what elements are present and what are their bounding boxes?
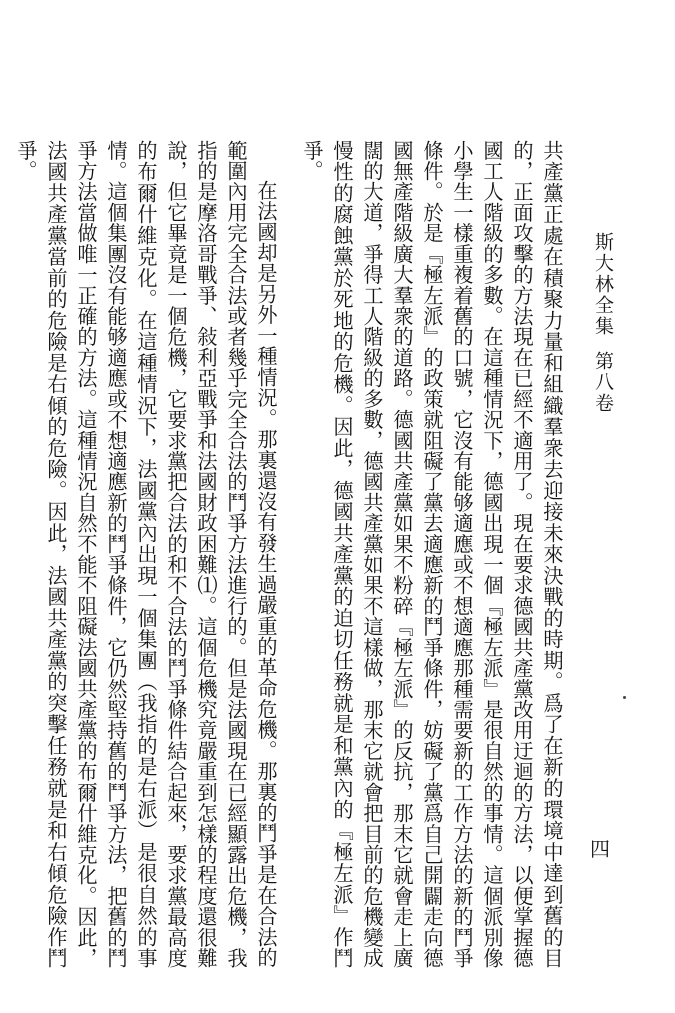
body-text [14,140,567,968]
volume-label: 第八卷 [592,351,614,414]
paragraph-2: 在法國却是另外一種情況。那裏還沒有發生過嚴重的革命危機。那裏的鬥爭是在合法的範圍內用完全合法或者幾乎完全合法的鬥爭方法進行的。但是法國現在已經顯露出危機，我指的是摩洛哥戰爭、敍利亞戰爭和法國財政困難⑴。這個危機究竟嚴重到怎樣的程度還很難說，但它畢竟是一個危機，它要求黨把合法的和不合法的鬥爭條件結合起來，要求黨最高度的布爾什維克化。在這種情況下，法國黨內出現一個集團（我指的是右派）是很自然的事情。這個集團沒有能够適應或不想適應新的鬥爭條件，它仍然堅持舊的鬥爭方法，把舊的鬥爭方法當做唯一正確的方法。這種情況自然不能不阻礙法國共產黨的布爾什維克化。因此，法國共產黨當前的危險是右傾的危險。因此，法國共產黨的突擊任務就是和右傾危險作鬥爭。 [14,140,278,968]
paragraph-1: 共產黨正處在積聚力量和組織羣衆去迎接未來決戰的時期。爲了在新的環境中達到舊的目的，正面攻擊的方法現在已經不適用了。現在要求德國共產黨改用迂迴的方法，以便掌握德國工人階級的多數。在這種情況下，德國出現一個『極左派』是很自然的事情。這個派別像小學生一樣重複着舊的口號，它沒有能够適應或不想適應那種需要新的工作方法的新的鬥爭條件。於是『極左派』的政策就阻礙了黨去適應新的鬥爭條件，妨礙了黨爲自己開闢走向德國無產階級廣大羣衆的道路。德國共產黨如果不粉碎『極左派』的反抗，那末它就會走上廣闊的大道，爭得工人階級的多數，德國共產黨如果不這樣做，那末它就會把目前的危機變成慢性的腐蝕黨於死地的危機。因此，德國共產黨的迫切任務就是和黨內的『極左派』作鬥爭。 [300,140,564,968]
book-title: 斯大林全集 [592,232,614,337]
print-speck [623,696,626,699]
page-number: 四 [590,837,610,861]
running-header [592,232,614,414]
